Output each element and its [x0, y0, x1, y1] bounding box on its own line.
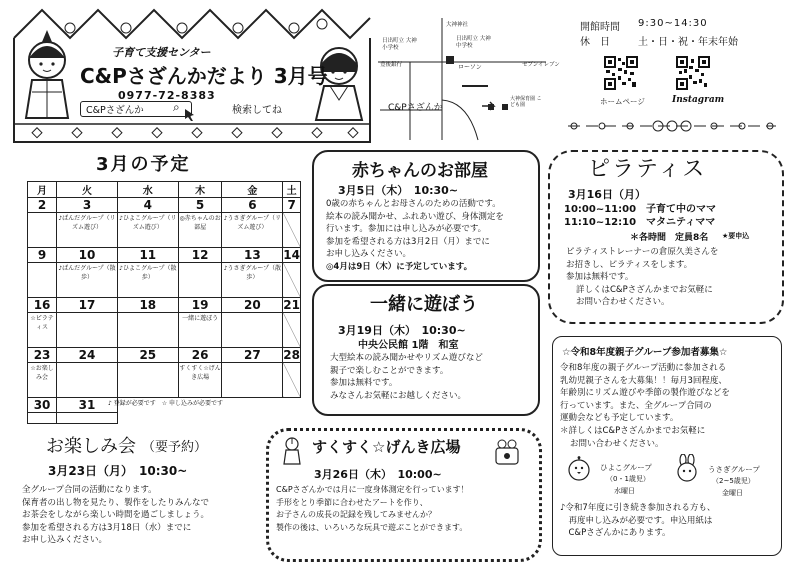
play-together-place: 中央公民館 1階 和室: [358, 340, 459, 351]
event-cell: ♪ひよこグループ（リズム遊び）: [117, 213, 178, 248]
play-together-line: 大型絵本の読み聞かせやリズム遊びなど: [330, 353, 483, 363]
usagi-name: うさぎグループ: [708, 465, 760, 474]
event-cell: [222, 313, 283, 348]
event-cell: [28, 263, 57, 298]
weekday-fri: 金: [222, 182, 283, 198]
day-cell: 9: [28, 248, 57, 263]
day-cell: 10: [57, 248, 118, 263]
sukusuku-line: 製作の後は、いろいろな玩具で遊ぶことができます。: [276, 522, 468, 532]
day-cell: 12: [178, 248, 222, 263]
baby-room-line: お申し込みください。: [326, 249, 412, 260]
event-cell: [178, 263, 222, 298]
decor-bunting-icon: [566, 114, 778, 136]
groups-line: お問い合わせください。: [570, 438, 664, 449]
rabbit-icon: [672, 454, 702, 482]
event-cell: [28, 213, 57, 248]
day-cell: 19: [178, 298, 222, 313]
day-cell: 30: [28, 398, 57, 413]
sukusuku-title: すくすく☆げんき広場: [312, 438, 461, 456]
map-school-right: 日出町立 大神中学校: [456, 36, 491, 49]
pilates-line: ピラティストレーナーの倉原久美さんを: [566, 247, 719, 257]
day-cell: 20: [222, 298, 283, 313]
play-together-title: 一緒に遊ぼう: [370, 294, 478, 315]
play-together-body: [330, 352, 530, 402]
event-cell: ♪ぱんだグループ（散歩）: [57, 263, 118, 298]
hiyoko-day: 水曜日: [614, 487, 635, 495]
event-cell: ☆お楽しみ会: [28, 363, 57, 398]
event-cell: ♪うさぎグループ（散歩）: [222, 263, 283, 298]
day-cell: 11: [117, 248, 178, 263]
hiyoko-age: （0・1歳児）: [606, 475, 650, 483]
baby-room-title: 赤ちゃんのお部屋: [352, 161, 488, 181]
day-cell: 26: [178, 348, 222, 363]
day-cell: 14: [283, 248, 300, 262]
search-box[interactable]: [80, 101, 192, 117]
day-cell: 31: [57, 398, 118, 413]
baby-room-body: [326, 198, 534, 274]
party-line: お申し込みください。: [22, 535, 108, 546]
party-date: 3月23日（月） 10:30~: [48, 464, 188, 478]
baby-room-line: ◎4月は9日（木）に予定しています。: [326, 261, 473, 272]
map-facility-small: 大神保育園 こども園: [510, 96, 542, 108]
event-cell-diagonal: [283, 363, 301, 398]
groups-line: 年齢別にリズム遊びや季節の製作遊びなどを: [560, 388, 730, 399]
day-cell: 28: [283, 348, 300, 362]
pilates-line: お招きし、ピラティスをします。: [566, 259, 693, 270]
party-title: お楽しみ会: [46, 436, 136, 457]
hiyoko-name: ひよこグループ: [600, 463, 652, 472]
groups-body: [560, 362, 776, 450]
baby-room-line: 0歳の赤ちゃんとお母さんのための活動です。: [326, 199, 501, 209]
search-box-text: C&Pさざんか: [86, 105, 144, 116]
day-cell: 25: [117, 348, 178, 363]
event-cell-diagonal: [283, 263, 301, 298]
day-cell: 4: [117, 198, 178, 213]
event-cell: [222, 363, 283, 398]
pilates-title: ピラティス: [588, 157, 707, 182]
day-cell: 27: [222, 348, 283, 363]
calendar-title: 3月の予定: [96, 154, 191, 175]
calendar-table: [27, 181, 301, 424]
day-cell: 17: [57, 298, 118, 313]
event-cell: [117, 313, 178, 348]
usagi-age: （2~5歳児）: [712, 477, 755, 485]
cursor-icon: [184, 108, 196, 122]
map-seven: セブンイレブン: [522, 62, 560, 68]
pilates-line: 参加は無料です。: [566, 272, 634, 283]
play-together-line: 親子で楽しむことができます。: [330, 365, 449, 376]
calendar-legend: ♪ 登録が必要です ☆ 申し込みが必要です: [108, 400, 224, 407]
party-line: 保育者の出し物を見たり、製作をしたりみんなで: [22, 497, 210, 508]
day-cell: 16: [28, 298, 57, 313]
weekday-wed: 水: [117, 182, 178, 198]
weekday-mon: 月: [28, 182, 57, 198]
map-facility: C&Pさざんか: [388, 103, 443, 113]
pilates-note2: ★要申込: [722, 232, 750, 240]
groups-line: ＊詳しくはC&Pさざんかまでお気軽に: [560, 425, 706, 436]
event-cell: ♪ぱんだグループ（リズム遊び）: [57, 213, 118, 248]
groups-title: ☆令和8年度親子グループ参加者募集☆: [562, 347, 728, 358]
instagram-label: Instagram: [672, 95, 725, 105]
map-lawson: ローソン: [458, 64, 482, 71]
day-cell: 6: [222, 198, 283, 213]
header-title: C&Pさざんかだより 3月号: [80, 64, 328, 88]
play-together-line: みなさんお気軽にお越しください。: [330, 390, 467, 401]
search-icon: ⌕: [173, 100, 180, 114]
day-cell: 2: [28, 198, 57, 213]
sukusuku-line: お子さんの成長の記録を残してみませんか？: [276, 510, 436, 520]
map-school-left: 日出町立 大神小学校: [382, 38, 417, 51]
access-map: [378, 14, 548, 142]
sukusuku-line: C&Pさざんかでは月に一度身体測定を行っています！: [276, 485, 469, 494]
pilates-slot2: 11:10~12:10 マタニティママ: [564, 217, 716, 228]
handprint-icon: [494, 436, 520, 466]
header-phone: 0977-72-8383: [118, 89, 216, 102]
hours-open-value: 9:30~14:30: [638, 18, 708, 29]
instagram-qr-icon: [676, 56, 710, 90]
day-cell: 13: [222, 248, 283, 263]
day-cell: 18: [117, 298, 178, 313]
groups-line: 行っています。また、全グループ合同の: [560, 400, 712, 411]
homepage-qr-icon: [604, 56, 638, 90]
play-together-date: 3月19日（木） 10:30~: [338, 324, 466, 337]
event-cell: [28, 413, 57, 424]
day-cell: 23: [28, 348, 57, 363]
pilates-line: 詳しくはC&Pさざんかまでお気軽に: [576, 284, 713, 295]
pilates-note: ＊各時間 定員8名: [630, 233, 709, 243]
chick-icon: [566, 456, 592, 482]
pilates-body: [566, 246, 776, 309]
baby-room-line: 絵本の読み聞かせ、ふれあい遊び、身体測定を: [326, 211, 504, 222]
party-line: 全グループ合同の活動になります。: [22, 485, 157, 495]
event-cell: ♪うさぎグループ（リズム遊び）: [222, 213, 283, 248]
map-shrine: 大神神社: [446, 22, 469, 28]
groups-footer: [560, 502, 776, 540]
hours-closed-label: 休 日: [580, 37, 610, 48]
baby-room-date: 3月5日（木） 10:30~: [338, 184, 459, 197]
groups-footer-line: 再度申し込みが必要です。申込用紙は: [560, 515, 713, 526]
day-cell: 3: [57, 198, 118, 213]
event-cell: ◎赤ちゃんのお部屋: [178, 213, 222, 248]
event-cell-diagonal: [283, 313, 301, 348]
groups-line: 乳幼児親子さんを大募集！！毎月3回程度、: [560, 375, 727, 386]
groups-line: 運動会なども予定しています。: [560, 413, 679, 424]
day-cell: 7: [283, 198, 301, 213]
day-cell: 5: [178, 198, 222, 213]
event-cell: すくすく☆げんき広場: [178, 363, 222, 398]
day-cell: 21: [283, 298, 300, 312]
pilates-line: お問い合わせください。: [576, 297, 670, 308]
event-cell: [57, 363, 118, 398]
party-line: お茶会をしながら楽しい時間を過ごしましょう。: [22, 510, 210, 521]
groups-footer-line: C&Pさざんかにあります。: [560, 528, 671, 539]
hours-closed-value: 土・日・祝・年末年始: [638, 37, 738, 48]
sukusuku-date: 3月26日（木） 10:00~: [314, 468, 442, 481]
usagi-day: 金曜日: [722, 489, 743, 497]
party-title-note: （要予約）: [142, 440, 208, 455]
groups-line: 令和8年度の親子グループ活動に参加される: [560, 363, 727, 373]
header-subtitle: 子育て支援センター: [112, 46, 211, 59]
sukusuku-body: [276, 484, 532, 534]
groups-footer-line: ♪令和7年度に引き続き参加される方も、: [560, 503, 716, 513]
event-cell: [57, 413, 118, 424]
pilates-date: 3月16日（月）: [568, 188, 646, 201]
baby-room-line: 行います。参加には申し込みが必要です。: [326, 224, 487, 235]
weekday-sat: 土: [283, 182, 301, 198]
party-body: [22, 484, 262, 547]
map-bank: 豊後銀行: [380, 62, 403, 68]
baby-room-line: 参加を希望される方は3月2日（月）までに: [326, 236, 490, 247]
play-together-line: 参加は無料です。: [330, 378, 398, 389]
event-cell: ☆ピラティス: [28, 313, 57, 348]
event-cell: ♪ひよこグループ（散歩）: [117, 263, 178, 298]
homepage-label: ホームページ: [600, 97, 645, 106]
event-cell-diagonal: [283, 213, 301, 248]
hina-doll-left-icon: [18, 28, 76, 120]
event-cell: [57, 313, 118, 348]
party-line: 参加を希望される方は3月18日（水）までに: [22, 522, 192, 533]
day-cell: 24: [57, 348, 118, 363]
weekday-tue: 火: [57, 182, 118, 198]
event-cell: 一緒に遊ぼう: [178, 313, 222, 348]
hours-open-label: 開館時間: [580, 22, 620, 33]
pilates-slot1: 10:00~11:00 子育て中のママ: [564, 204, 717, 215]
sukusuku-line: 手形をとり季節に合わせたアートを作り、: [276, 497, 428, 507]
scale-icon: [280, 436, 304, 466]
event-cell: [117, 363, 178, 398]
search-hint: 検索してね: [232, 105, 282, 116]
weekday-thu: 木: [178, 182, 222, 198]
